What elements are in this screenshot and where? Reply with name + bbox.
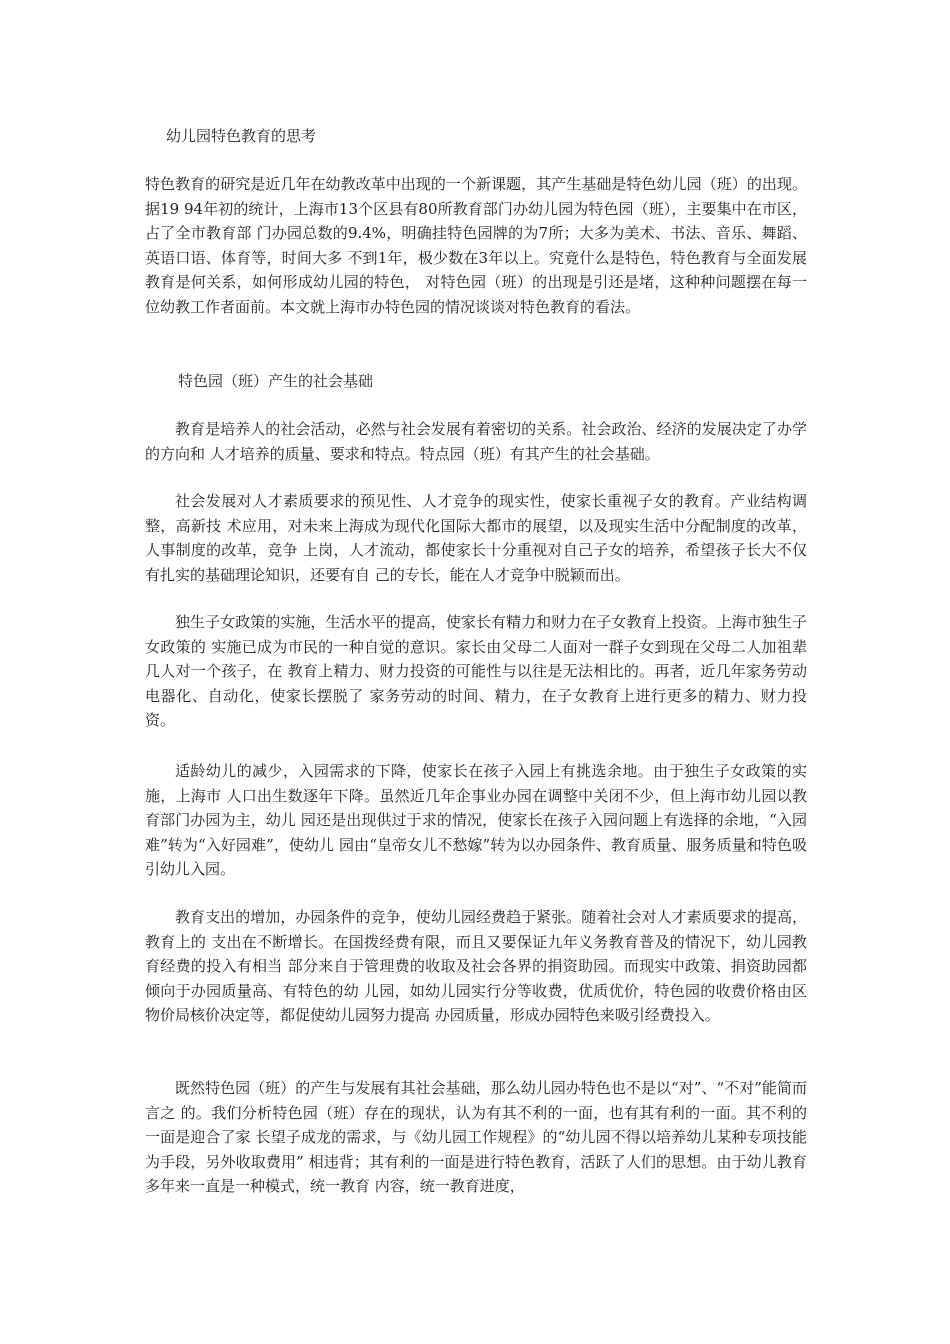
intro-paragraph: 特色教育的研究是近几年在幼教改革中出现的一个新课题，其产生基础是特色幼儿园（班）的出现。据19 94年初的统计，上海市13个区县有80所教育部门办幼儿园为特色园（班），主要集中在市区，占了全市教育部 门办园总数的9.4%，明确挂特色园牌的为7所；大多为美术、书法、音乐、舞蹈、英语口语、体育等，时间大多 不到1年，极少数在3年以上。究竟什么是特色，特色教育与全面发展教育是何关系，如何形成幼儿园的特色， 对特色园（班）的出现是引还是堵，这种种问题摆在每一位幼教工作者面前。本文就上海市办特色园的情况谈谈对特色教育的看法。 bbox=[145, 175, 807, 316]
paragraph-1: 教育是培养人的社会活动，必然与社会发展有着密切的关系。社会政治、经济的发展决定了办学的方向和 人才培养的质量、要求和特点。特点园（班）有其产生的社会基础。 bbox=[145, 420, 807, 463]
paragraph-2: 社会发展对人才素质要求的预见性、人才竞争的现实性，使家长重视子女的教育。产业结构调整，高新技 术应用，对未来上海成为现代化国际大都市的展望，以及现实生活中分配制度的改革，人事制度的改革，竞争 上岗，人才流动，都使家长十分重视对自己子女的培养，希望孩子长大不仅有扎实的基础理论知识，还要有自 己的专长，能在人才竞争中脱颖而出。 bbox=[145, 492, 807, 584]
section-heading: 特色园（班）产生的社会基础 bbox=[178, 372, 374, 390]
paragraph-3: 独生子女政策的实施，生活水平的提高，使家长有精力和财力在子女教育上投资。上海市独生子女政策的 实施已成为市民的一种自觉的意识。家长由父母二人面对一群子女到现在父母二人加祖辈几人对一个孩子，在 教育上精力、财力投资的可能性与以往是无法相比的。再者，近几年家务劳动电器化、自动化，使家长摆脱了 家务劳动的时间、精力，在子女教育上进行更多的精力、财力投资。 bbox=[145, 613, 807, 729]
paragraph-5: 教育支出的增加，办园条件的竞争，使幼儿园经费趋于紧张。随着社会对人才素质要求的提高，教育上的 支出在不断增长。在国拨经费有限，而且又要保证九年义务教育普及的情况下，幼儿园教育经费的投入有相当 部分来自于管理费的收取及社会各界的捐资助园。而现实中政策、捐资助园都倾向于办园质量高、有特色的幼 儿园，如幼儿园实行分等收费，优质优价，特色园的收费价格由区物价局核价决定等，都促使幼儿园努力提高 办园质量，形成办园特色来吸引经费投入。 bbox=[145, 908, 807, 1024]
paragraph-4: 适龄幼儿的减少，入园需求的下降，使家长在孩子入园上有挑选余地。由于独生子女政策的实施，上海市 人口出生数逐年下降。虽然近几年企事业办园在调整中关闭不少，但上海市幼儿园以教育部门办园为主，幼儿 园还是出现供过于求的情况，使家长在孩子入园问题上有选择的余地，“入园难”转为“入好园难”，使幼儿 园由“皇帝女儿不愁嫁”转为以办园条件、教育质量、服务质量和特色吸引幼儿入园。 bbox=[145, 762, 807, 878]
paragraph-6: 既然特色园（班）的产生与发展有其社会基础，那么幼儿园办特色也不是以“对”、“不对”能简而言之 的。我们分析特色园（班）存在的现状，认为有其不利的一面，也有其有利的一面。其不利的一面是迎合了家 长望子成龙的需求，与《幼儿园工作规程》的“幼儿园不得以培养幼儿某种专项技能为手段，另外收取费用” 相违背；其有利的一面是进行特色教育，活跃了人们的思想。由于幼儿教育多年来一直是一种模式，统一教育 内容，统一教育进度， bbox=[145, 1079, 807, 1195]
document-title: 幼儿园特色教育的思考 bbox=[166, 127, 317, 145]
